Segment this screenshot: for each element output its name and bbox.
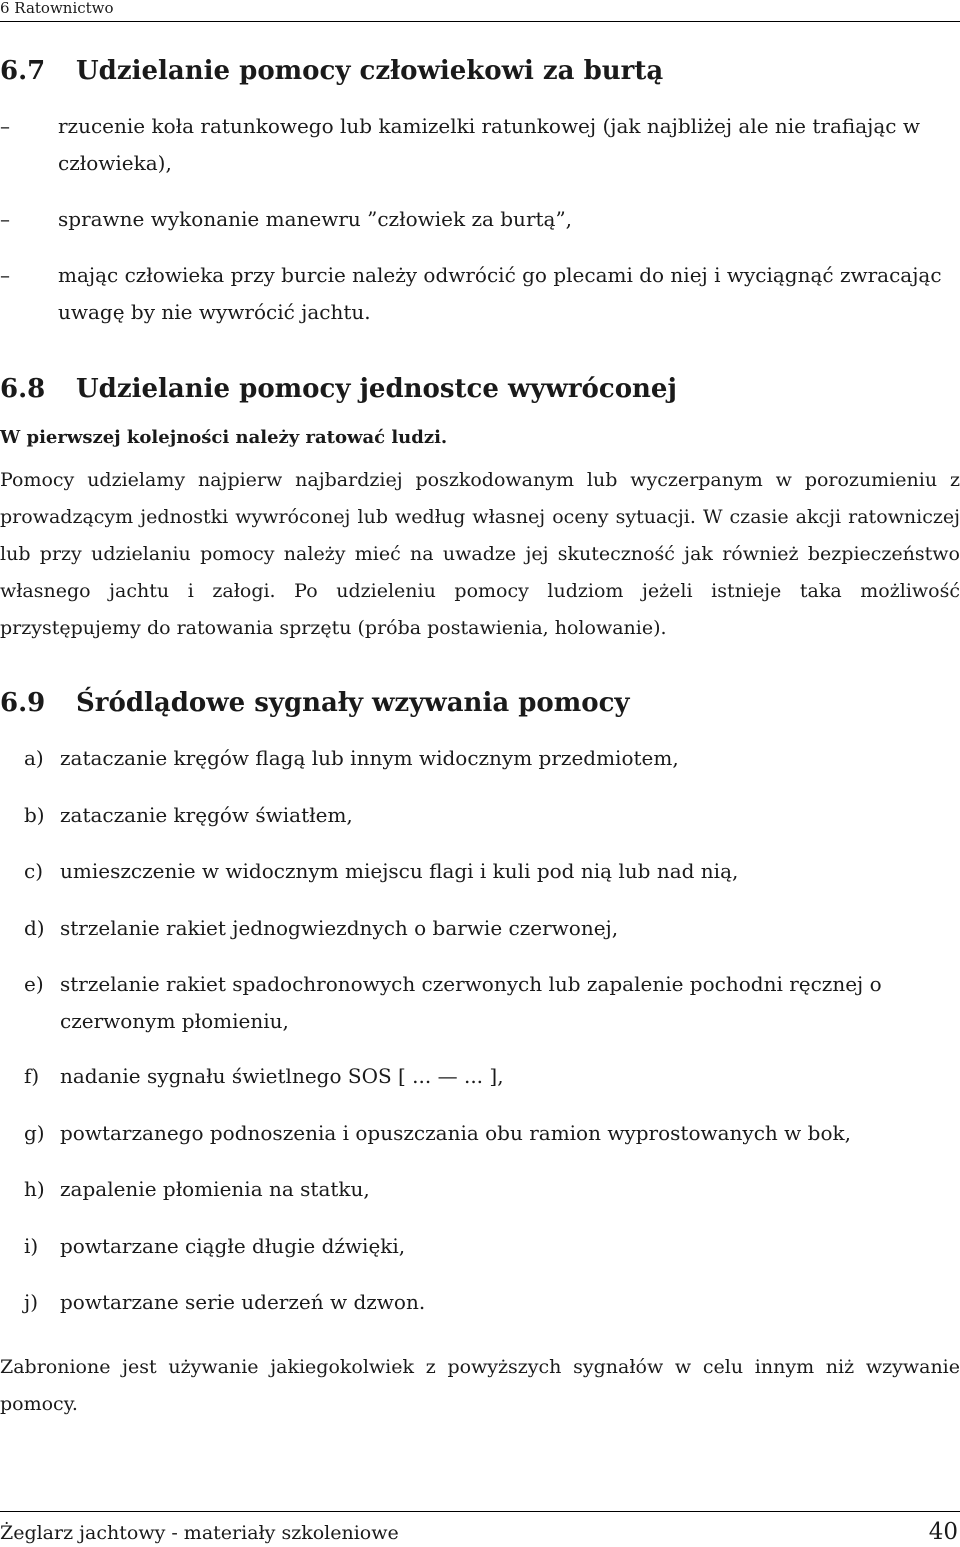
- section-number: 6.7: [0, 56, 46, 86]
- list-item: [0, 797, 960, 834]
- section-6-8-heading: [0, 374, 677, 404]
- list-item: [0, 853, 960, 890]
- running-head: 6 Ratownictwo: [0, 0, 114, 17]
- closing-paragraph: Zabronione jest używanie jakiegokolwiek z powyższych sygnałów w celu innym niż wzywanie pomocy.: [0, 1356, 960, 1415]
- list-item: [0, 108, 960, 182]
- list-item: [0, 257, 960, 331]
- section-title: Śródlądowe sygnały wzywania pomocy: [76, 688, 630, 718]
- header-rule: [0, 21, 960, 22]
- capsized-help-paragraph: Pomocy udzielamy najpierw najbardziej poszkodowanym lub wyczerpanym w porozumieniu z prowadzącym jednostki wywróconej lub według własnej oceny sytuacji. W czasie akcji ratowniczej lub przy udzielaniu pomocy należy mieć na uwadze jej skuteczność jak również bezpieczeństwo własnego jachtu i załogi. Po udzieleniu pomocy ludziom jeżeli istnieje taka możliwość przystępujemy do ratowania sprzętu (próba postawienia, holowanie).: [0, 469, 960, 639]
- item-text: powtarzane ciągłe długie dźwięki,: [60, 1233, 406, 1258]
- section-title: Udzielanie pomocy jednostce wywróconej: [76, 374, 677, 404]
- item-label: b): [24, 802, 45, 827]
- list-item: [0, 201, 960, 238]
- item-label: h): [24, 1177, 45, 1201]
- item-text: zataczanie kręgów flagą lub innym widocznym przedmiotem,: [60, 746, 679, 770]
- item-label: a): [24, 746, 44, 770]
- item-label: g): [24, 1120, 45, 1145]
- item-label: f): [24, 1064, 40, 1088]
- item-text: strzelanie rakiet jednogwiezdnych o barwie czerwonej,: [60, 915, 619, 940]
- item-text: zataczanie kręgów światłem,: [60, 802, 353, 827]
- list-item: [0, 1058, 960, 1095]
- item-text: umieszczenie w widocznym miejscu flagi i kuli pod nią lub nad nią,: [60, 859, 739, 883]
- section-number: 6.8: [0, 374, 46, 404]
- list-item: [0, 1284, 960, 1321]
- item-label: j): [24, 1290, 39, 1314]
- item-text: powtarzanego podnoszenia i opuszczania obu ramion wyprostowanych w bok,: [60, 1120, 851, 1145]
- item-text: strzelanie rakiet spadochronowych czerwonych lub zapalenie pochodni ręcznej o czerwonym płomieniu,: [60, 972, 882, 1033]
- list-item-text: sprawne wykonanie manewru ”człowiek za burtą”,: [58, 207, 573, 231]
- rescue-overboard-list: [0, 108, 960, 331]
- list-item: [0, 910, 960, 947]
- item-text: zapalenie płomienia na statku,: [60, 1177, 370, 1201]
- item-label: d): [24, 915, 45, 940]
- item-text: nadanie sygnału świetlnego SOS [ ... — ... ],: [60, 1064, 504, 1088]
- lead-sentence: W pierwszej kolejności należy ratować ludzi.: [0, 427, 448, 448]
- list-item: [0, 966, 960, 1040]
- footer-rule: [0, 1511, 960, 1512]
- distress-signals-list: [0, 740, 960, 1341]
- list-item: [0, 1115, 960, 1152]
- item-label: i): [24, 1233, 39, 1258]
- item-label: c): [24, 859, 44, 883]
- dash-marker: –: [0, 114, 10, 138]
- dash-marker: –: [0, 263, 10, 287]
- footer-title: Żeglarz jachtowy - materiały szkoleniowe: [0, 1522, 399, 1544]
- list-item: [0, 1171, 960, 1208]
- page-number: 40: [928, 1519, 958, 1545]
- item-text: powtarzane serie uderzeń w dzwon.: [60, 1290, 426, 1314]
- list-item: [0, 740, 960, 777]
- list-item-text: rzucenie koła ratunkowego lub kamizelki ratunkowej (jak najbliżej ale nie trafiając w człowieka),: [58, 114, 920, 175]
- section-number: 6.9: [0, 688, 46, 718]
- section-title: Udzielanie pomocy człowiekowi za burtą: [76, 56, 664, 86]
- item-label: e): [24, 972, 44, 996]
- list-item-text: mając człowieka przy burcie należy odwrócić go plecami do niej i wyciągnąć zwracając uwagę by nie wywrócić jachtu.: [58, 263, 942, 324]
- list-item: [0, 1228, 960, 1265]
- section-6-7-heading: [0, 56, 663, 86]
- section-6-9-heading: [0, 688, 630, 718]
- dash-marker: –: [0, 207, 10, 231]
